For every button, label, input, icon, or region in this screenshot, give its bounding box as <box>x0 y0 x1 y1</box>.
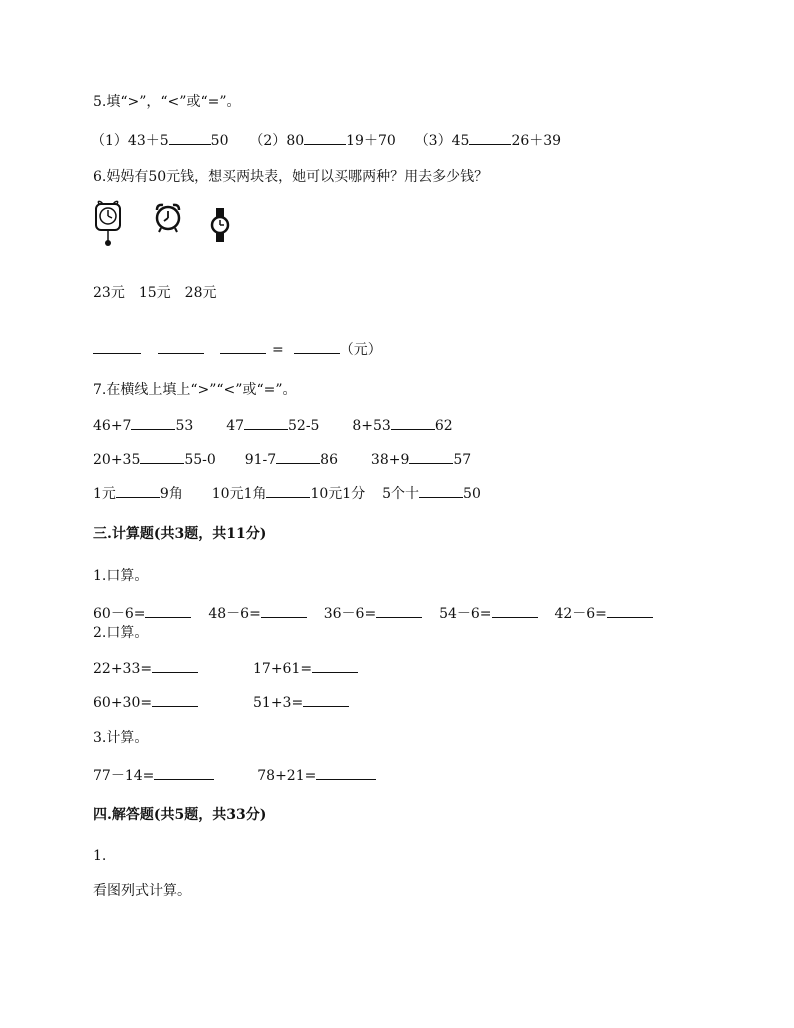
q6-title: 6.妈妈有50元钱，想买两块表，她可以买哪两种？用去多少钱？ <box>93 169 489 185</box>
q5-item-1-num: （1） <box>91 133 128 149</box>
q5-item-1-blank[interactable] <box>169 131 211 145</box>
q7-r2-b-left: 91-7 <box>244 452 277 468</box>
calc2-item-4: 51+3= <box>253 695 304 711</box>
calc1-item-1: 60－6= <box>93 606 146 622</box>
calc1-title: 1.口算。 <box>93 568 149 584</box>
q6-price-3: 28元 <box>184 285 217 301</box>
calc3-title: 3.计算。 <box>93 730 149 746</box>
calc1-items <box>93 604 653 623</box>
q6-answer-row <box>93 340 382 359</box>
q5-title: 5.填“>”，“<”或“=”。 <box>93 94 241 110</box>
calc1-item-4-blank[interactable] <box>492 604 538 618</box>
calc3-item-1-blank[interactable] <box>154 766 214 780</box>
q5-item-1-right: 50 <box>210 133 229 149</box>
q6-blank-1[interactable] <box>93 340 141 354</box>
q5-item-3-left: 45 <box>451 133 470 149</box>
q7-title: 7.在横线上填上“>”“<”或“=”。 <box>93 382 297 398</box>
pendulum-clock-icon <box>93 200 123 248</box>
q7-r3-c-right: 50 <box>463 486 481 502</box>
calc1-item-5: 42－6= <box>554 606 607 622</box>
q7-r2-b-blank[interactable] <box>276 450 320 464</box>
q5-item-2-left: 80 <box>286 133 305 149</box>
q7-r3-b-blank[interactable] <box>266 484 310 498</box>
q7-r2-a-left: 20+35 <box>93 452 141 468</box>
calc2-item-4-blank[interactable] <box>303 693 349 707</box>
q7-r2-a-blank[interactable] <box>140 450 184 464</box>
section3-heading: 三.计算题(共3题，共11分) <box>93 526 267 542</box>
q7-row-2 <box>93 450 471 469</box>
q7-r1-b-right: 52-5 <box>288 418 320 434</box>
calc3-row <box>93 766 376 785</box>
q7-r1-a-blank[interactable] <box>131 416 175 430</box>
q7-r2-c-blank[interactable] <box>409 450 453 464</box>
q7-r3-c-blank[interactable] <box>419 484 463 498</box>
calc3-item-2: 78+21= <box>257 768 317 784</box>
problem1-number: 1. <box>93 848 107 864</box>
calc2-row-2 <box>93 693 349 712</box>
q7-r1-b-left: 47 <box>226 418 245 434</box>
calc1-item-3-blank[interactable] <box>376 604 422 618</box>
q7-r1-c-right: 62 <box>434 418 453 434</box>
q6-blank-2[interactable] <box>158 340 204 354</box>
calc3-item-2-blank[interactable] <box>316 766 376 780</box>
q7-r1-c-blank[interactable] <box>391 416 435 430</box>
wristwatch-icon <box>210 208 230 242</box>
problem1-text: 看图列式计算。 <box>93 883 191 899</box>
q7-r2-b-right: 86 <box>320 452 338 468</box>
q7-r3-b-right: 10元1分 <box>310 486 366 502</box>
calc1-item-2: 48－6= <box>208 606 261 622</box>
q5-item-3-num: （3） <box>414 133 452 149</box>
q7-r3-b-left: 10元1角 <box>211 486 267 502</box>
q6-prices <box>93 284 216 302</box>
q5-item-1-left: 43＋5 <box>127 133 169 149</box>
q6-blank-4[interactable] <box>294 340 340 354</box>
calc1-item-3: 36－6= <box>323 606 377 622</box>
q7-r1-a-right: 53 <box>175 418 194 434</box>
q7-r1-a-left: 46+7 <box>93 418 132 434</box>
q7-r2-a-right: 55-0 <box>184 452 216 468</box>
q7-r2-c-right: 57 <box>453 452 472 468</box>
calc1-item-2-blank[interactable] <box>261 604 307 618</box>
q6-price-2: 15元 <box>138 285 171 301</box>
calc2-item-2-blank[interactable] <box>312 659 358 673</box>
calc2-item-1-blank[interactable] <box>152 659 198 673</box>
q5-items <box>91 131 561 150</box>
calc2-item-3-blank[interactable] <box>152 693 198 707</box>
calc3-item-1: 77－14= <box>93 768 155 784</box>
q7-row-1 <box>93 416 453 435</box>
q7-r2-c-left: 38+9 <box>370 452 410 468</box>
calc2-item-1: 22+33= <box>93 661 153 677</box>
q7-row-3 <box>93 484 481 503</box>
q6-blank-3[interactable] <box>220 340 266 354</box>
calc1-item-1-blank[interactable] <box>145 604 191 618</box>
q7-r3-a-left: 1元 <box>93 486 116 502</box>
q6-equals: = <box>272 342 284 358</box>
q5-item-2-right: 19＋70 <box>346 133 396 149</box>
q5-item-3-right: 26＋39 <box>511 133 562 149</box>
calc2-item-2: 17+61= <box>253 661 313 677</box>
q6-unit: （元） <box>339 342 382 358</box>
section4-heading: 四.解答题(共5题，共33分) <box>93 807 267 823</box>
calc2-title: 2.口算。 <box>93 625 149 641</box>
q7-r1-c-left: 8+53 <box>352 418 391 434</box>
q7-r3-a-blank[interactable] <box>116 484 160 498</box>
q5-item-3-blank[interactable] <box>469 131 511 145</box>
q5-item-2-num: （2） <box>249 133 287 149</box>
q6-price-1: 23元 <box>93 285 125 301</box>
q7-r3-c-left: 5个十 <box>382 486 420 502</box>
q5-item-2-blank[interactable] <box>304 131 346 145</box>
calc2-row-1 <box>93 659 358 678</box>
q6-clock-pictures <box>93 200 253 250</box>
calc1-item-4: 54－6= <box>439 606 492 622</box>
q7-r1-b-blank[interactable] <box>244 416 288 430</box>
alarm-clock-icon <box>153 202 183 234</box>
calc2-item-3: 60+30= <box>93 695 153 711</box>
q7-r3-a-right: 9角 <box>159 486 183 502</box>
calc1-item-5-blank[interactable] <box>607 604 653 618</box>
